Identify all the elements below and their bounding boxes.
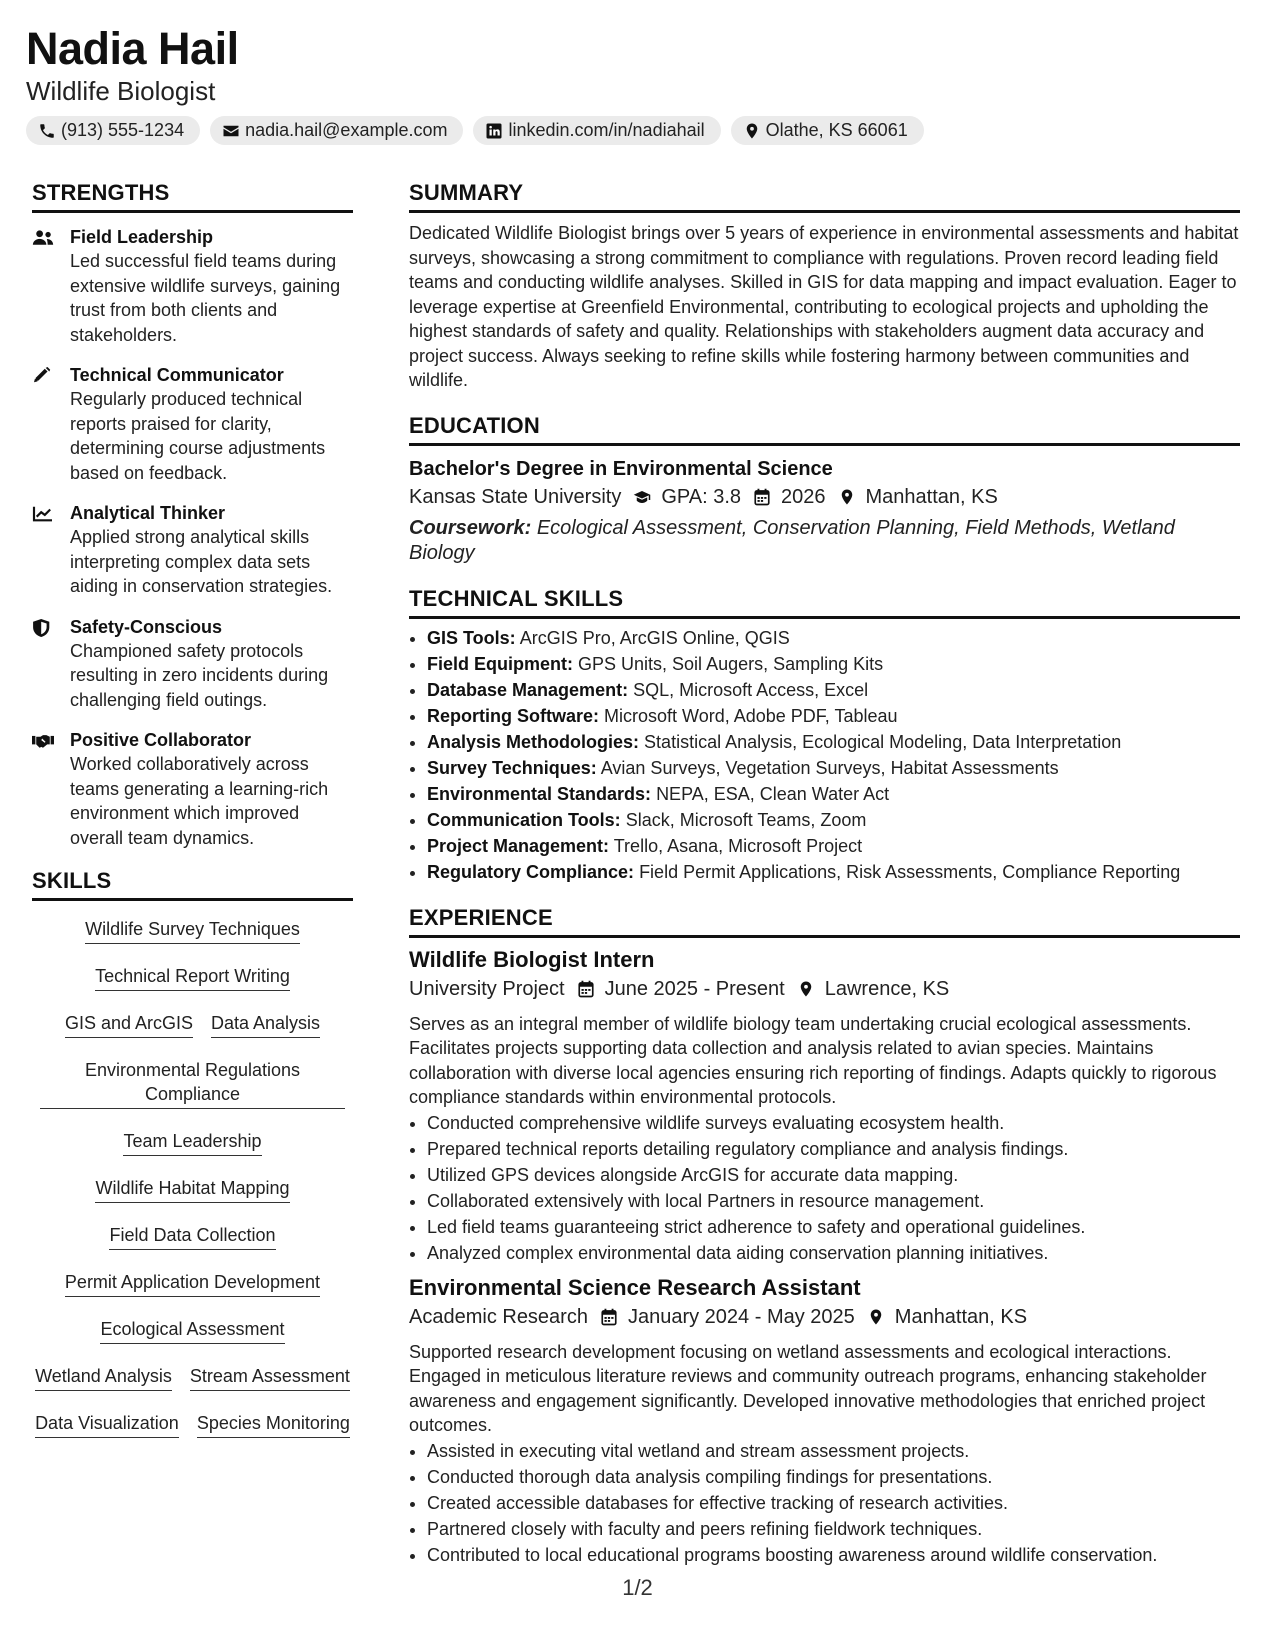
strength-item	[32, 728, 353, 850]
left-column	[32, 178, 353, 1452]
skill-tag: Environmental Regulations Compliance	[40, 1052, 345, 1109]
skill-category: Reporting Software:	[427, 705, 600, 726]
list-item	[427, 625, 1240, 651]
coursework-label: Coursework:	[409, 516, 532, 539]
skill-values: Microsoft Word, Adobe PDF, Tableau	[604, 705, 898, 726]
list-item	[427, 651, 1240, 677]
page-number: 1/2	[622, 1575, 653, 1600]
list-item	[427, 703, 1240, 729]
strength-desc: Regularly produced technical reports praised for clarity, determining course adjustments based on feedback.	[70, 389, 326, 483]
strength-title: Field Leadership	[70, 227, 214, 247]
strength-item	[32, 363, 353, 485]
skill-tag: Data Visualization	[35, 1405, 179, 1438]
list-item	[427, 859, 1240, 885]
list-item: • Analyzed complex environmental data aiding conservation planning initiatives.	[427, 1240, 1240, 1266]
job-description: Serves as an integral member of wildlife biology team undertaking crucial ecological assessments. Facilitates projects supporting data collection and analysis related to avian species. Maintains collaboration with diverse local agencies ensuring rich reporting of findings. Adapts quickly to rigorous compliance standards within environmental protocols.	[409, 1013, 1217, 1107]
list-item: • Led field teams guaranteeing strict adherence to safety and operational guidelines.	[427, 1214, 1240, 1240]
skill-category: Survey Techniques:	[427, 757, 597, 778]
contact-email[interactable]	[210, 116, 463, 145]
skill-values: Trello, Asana, Microsoft Project	[613, 835, 863, 856]
shield-icon	[32, 619, 54, 637]
job-dates: June 2025 - Present	[604, 977, 785, 1000]
skill-tag: Team Leadership	[123, 1123, 261, 1156]
skill-values: SQL, Microsoft Access, Excel	[633, 679, 869, 700]
graduation-cap-icon	[633, 488, 651, 506]
school-name: Kansas State University	[409, 485, 622, 508]
contact-linkedin[interactable]	[473, 116, 720, 145]
strength-item	[32, 615, 353, 713]
strengths-list	[32, 225, 353, 850]
location-icon	[838, 488, 856, 506]
school-location: Manhattan, KS	[865, 485, 998, 508]
list-item	[427, 807, 1240, 833]
experience-heading: EXPERIENCE	[409, 903, 1240, 938]
skill-tag: Wildlife Habitat Mapping	[95, 1170, 289, 1203]
gpa: GPA: 3.8	[661, 485, 741, 508]
job-title: Environmental Science Research Assistant	[409, 1274, 861, 1300]
skill-tag: Stream Assessment	[190, 1358, 350, 1391]
job-entry	[409, 946, 1240, 1266]
job-dates: January 2024 - May 2025	[627, 1305, 855, 1328]
skill-values: Statistical Analysis, Ecological Modeling, Data Interpretation	[644, 731, 1122, 752]
skill-tag: Ecological Assessment	[100, 1311, 284, 1344]
chart-line-icon	[32, 505, 54, 523]
users-icon	[32, 229, 54, 247]
calendar-icon	[577, 980, 595, 998]
phone-icon	[38, 122, 56, 140]
resume-header	[26, 22, 1245, 145]
strength-title: Analytical Thinker	[70, 503, 226, 523]
job-bullets	[409, 1438, 1240, 1568]
skill-category: Communication Tools:	[427, 809, 621, 830]
skill-tag: Field Data Collection	[109, 1217, 275, 1250]
skill-tag: Wetland Analysis	[35, 1358, 172, 1391]
job-meta	[409, 1302, 1240, 1332]
job-description: Supported research development focusing on wetland assessments and ecological interactions. Engaged in meticulous literature reviews and community outreach programs, enhancing stakeholder awareness and engagement significantly. Developed innovative methodologies that enriched project outcomes.	[409, 1341, 1207, 1435]
candidate-title: Wildlife Biologist	[26, 76, 216, 106]
strength-desc: Applied strong analytical skills interpreting complex data sets aiding in conservation strategies.	[70, 527, 333, 596]
contact-phone[interactable]	[26, 116, 200, 145]
handshake-icon	[32, 732, 54, 750]
list-item	[427, 677, 1240, 703]
skill-values: ArcGIS Pro, ArcGIS Online, QGIS	[519, 627, 790, 648]
list-item: • Conducted comprehensive wildlife surveys evaluating ecosystem health.	[427, 1110, 1240, 1136]
skill-category: Database Management:	[427, 679, 629, 700]
job-meta	[409, 974, 1240, 1004]
skill-tag: Species Monitoring	[197, 1405, 350, 1438]
strength-desc: Championed safety protocols resulting in zero incidents during challenging field outings.	[70, 640, 329, 710]
strength-title: Safety-Conscious	[70, 616, 223, 637]
skill-values: Avian Surveys, Vegetation Surveys, Habitat Assessments	[600, 757, 1059, 778]
job-location: Lawrence, KS	[824, 977, 950, 1000]
list-item: • Partnered closely with faculty and peers refining fieldwork techniques.	[427, 1516, 1240, 1542]
summary-text: Dedicated Wildlife Biologist brings over 5 years of experience in environmental assessments and habitat surveys, showcasing a strong commitment to compliance with regulations. Proven record leading field teams and conducting wildlife analyses. Skilled in GIS for data mapping and impact evaluation. Eager to leverage expertise at Greenfield Environmental, contributing to ecological projects and upholding the highest standards of safety and quality. Relationships with stakeholders augment data accuracy and project success. Always seeking to refine skills while fostering harmony between communities and wildlife.	[409, 223, 1239, 390]
skill-values: GPS Units, Soil Augers, Sampling Kits	[578, 653, 884, 674]
location-icon	[743, 122, 761, 140]
calendar-icon	[600, 1308, 618, 1326]
skill-tag: Technical Report Writing	[95, 958, 290, 991]
list-item: • Collaborated extensively with local Partners in resource management.	[427, 1188, 1240, 1214]
location-icon	[797, 980, 815, 998]
skill-category: Field Equipment:	[427, 653, 573, 674]
location-icon	[867, 1308, 885, 1326]
candidate-name: Nadia Hail	[26, 23, 239, 74]
education-heading: EDUCATION	[409, 411, 1240, 446]
pencil-icon	[32, 367, 54, 385]
coursework-text: Ecological Assessment, Conservation Planning, Field Methods, Wetland Biology	[409, 516, 1175, 564]
list-item: • Utilized GPS devices alongside ArcGIS for accurate data mapping.	[427, 1162, 1240, 1188]
list-item	[427, 833, 1240, 859]
technical-skills-list	[409, 625, 1240, 885]
list-item: • Prepared technical reports detailing regulatory compliance and analysis findings.	[427, 1136, 1240, 1162]
strength-title: Technical Communicator	[70, 365, 284, 385]
job-title: Wildlife Biologist Intern	[409, 946, 655, 972]
skill-category: GIS Tools:	[427, 627, 516, 648]
contact-location-text: Olathe, KS 66061	[765, 120, 908, 140]
list-item: • Conducted thorough data analysis compiling findings for presentations.	[427, 1464, 1240, 1490]
email-icon	[222, 122, 240, 140]
graduation-year: 2026	[781, 485, 826, 508]
strength-desc: Worked collaboratively across teams generating a learning-rich environment which improved overall team dynamics.	[70, 754, 329, 848]
skill-category: Environmental Standards:	[427, 783, 652, 804]
contact-linkedin-text: linkedin.com/in/nadiahail	[508, 120, 705, 140]
job-org: Academic Research	[409, 1305, 588, 1328]
contact-phone-text: (913) 555-1234	[61, 120, 185, 140]
technical-skills-heading: TECHNICAL SKILLS	[409, 584, 1240, 619]
skills-heading: SKILLS	[32, 866, 353, 901]
calendar-icon	[753, 488, 771, 506]
job-location: Manhattan, KS	[894, 1305, 1028, 1328]
strength-item	[32, 225, 353, 347]
list-item: • Assisted in executing vital wetland and stream assessment projects.	[427, 1438, 1240, 1464]
strengths-heading: STRENGTHS	[32, 178, 353, 213]
right-column	[409, 178, 1240, 1568]
skill-values: Slack, Microsoft Teams, Zoom	[625, 809, 867, 830]
linkedin-icon	[485, 122, 503, 140]
skill-values: Field Permit Applications, Risk Assessments, Compliance Reporting	[639, 861, 1181, 882]
list-item	[427, 729, 1240, 755]
list-item	[427, 781, 1240, 807]
skill-tag: Wildlife Survey Techniques	[85, 911, 300, 944]
skill-tag: GIS and ArcGIS	[65, 1005, 193, 1038]
contact-location[interactable]	[731, 116, 924, 145]
degree-title: Bachelor's Degree in Environmental Science	[409, 457, 833, 480]
contact-bar	[26, 116, 1245, 145]
job-bullets	[409, 1110, 1240, 1266]
skills-list	[32, 911, 353, 1452]
summary-heading: SUMMARY	[409, 178, 1240, 213]
skill-category: Analysis Methodologies:	[427, 731, 640, 752]
list-item	[427, 755, 1240, 781]
strength-desc: Led successful field teams during extensive wildlife surveys, gaining trust from both clients and stakeholders.	[70, 251, 341, 345]
strength-title: Positive Collaborator	[70, 730, 252, 750]
list-item: • Contributed to local educational programs boosting awareness around wildlife conservation.	[427, 1542, 1240, 1568]
contact-email-text: nadia.hail@example.com	[245, 120, 448, 140]
job-org: University Project	[409, 977, 565, 1000]
strength-item	[32, 501, 353, 599]
skill-values: NEPA, ESA, Clean Water Act	[656, 783, 890, 804]
skill-tag: Data Analysis	[211, 1005, 320, 1038]
coursework	[409, 516, 1240, 566]
skill-category: Project Management:	[427, 835, 610, 856]
job-entry	[409, 1274, 1240, 1568]
education-meta	[409, 482, 1240, 512]
skill-category: Regulatory Compliance:	[427, 861, 635, 882]
list-item: • Created accessible databases for effective tracking of research activities.	[427, 1490, 1240, 1516]
skill-tag: Permit Application Development	[65, 1264, 320, 1297]
